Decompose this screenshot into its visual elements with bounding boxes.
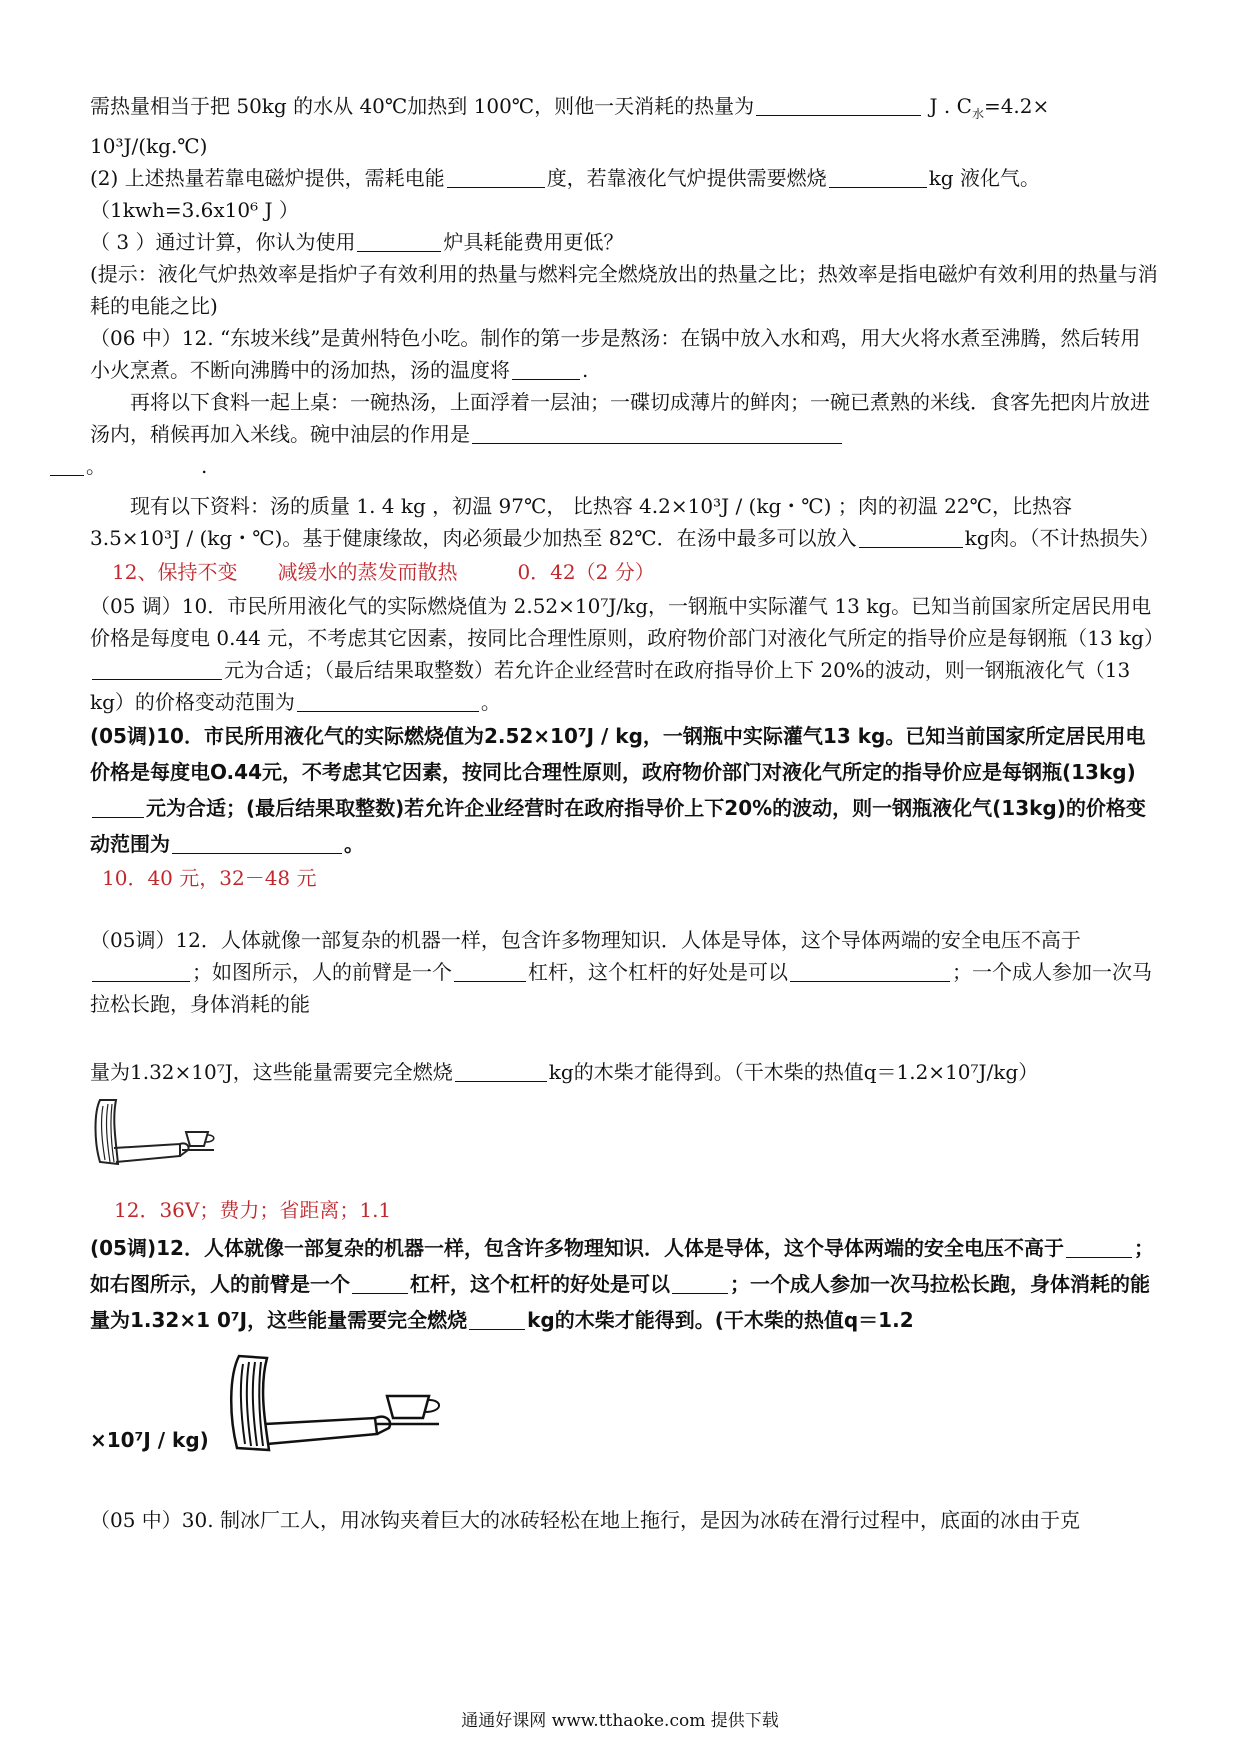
forearm-teacup-figure [90, 1092, 220, 1172]
question-paragraph [90, 924, 1160, 1020]
answer-blank[interactable] [92, 797, 144, 818]
subscript: 水 [971, 107, 984, 121]
answer-blank[interactable] [92, 961, 190, 982]
answer-blank[interactable] [357, 231, 441, 252]
answer-blank[interactable] [297, 691, 479, 712]
answer-blank[interactable] [454, 961, 526, 982]
answer-blank[interactable] [172, 833, 342, 854]
answer-blank[interactable] [672, 1273, 728, 1294]
text: kg 液化气。 [928, 166, 1040, 190]
answer-blank[interactable] [790, 961, 950, 982]
text: kg的木柴才能得到。（干木柴的热值q＝1.2×10⁷J/kg） [548, 1060, 1039, 1084]
question-paragraph: （05 中）30. 制冰厂工人，用冰钩夹着巨大的冰砖轻松在地上拖行，是因为冰砖在滑行过程中，底面的冰由于克 [90, 1508, 1080, 1532]
text: kg的木柴才能得到。(干木柴的热值q＝1.2 [527, 1308, 914, 1332]
answer-blank[interactable] [469, 1309, 525, 1330]
text: 杠杆，这个杠杆的好处是可以 [528, 960, 788, 984]
paragraph [90, 162, 1160, 194]
text: ；如图所示，人的前臂是一个 [192, 960, 452, 984]
paragraph [90, 90, 1160, 130]
text: =4.2× [983, 94, 1050, 118]
text: (05调)12．人体就像一部复杂的机器一样，包含许多物理知识．人体是导体，这个导体两端的安全电压不高于 [90, 1236, 1064, 1260]
answer-blank[interactable] [455, 1061, 547, 1082]
text: 炉具耗能费用更低？ [443, 230, 624, 254]
text: 杠杆，这个杠杆的好处是可以 [410, 1272, 670, 1296]
text: . [582, 358, 589, 382]
answer-blank[interactable] [829, 167, 927, 188]
text: （05调）12．人体就像一部复杂的机器一样，包含许多物理知识．人体是导体，这个导体两端的安全电压不高于 [90, 928, 1081, 952]
text: 。 [344, 832, 364, 856]
text: kg肉。（不计热损失） [964, 526, 1160, 550]
text: 再将以下食料一起上桌：一碗热汤，上面浮着一层油；一碟切成薄片的鲜肉；一碗已煮熟的米线．食客先把肉片放进汤内，稍候再加入米线。碗中油层的作用是 [90, 390, 1150, 446]
question-paragraph-bold [90, 1230, 1160, 1338]
answer-text: 12．36V；费力；省距离；1.1 [114, 1198, 392, 1222]
answer-blank[interactable] [472, 423, 842, 444]
paragraph: (提示：液化气炉热效率是指炉子有效利用的热量与燃料完全燃烧放出的热量之比；热效率是指电磁炉有效利用的热量与消耗的电能之比) [90, 262, 1158, 318]
paragraph: （1kwh=3.6x10⁶ J ） [90, 198, 299, 222]
text: (2) 上述热量若靠电磁炉提供，需耗电能 [90, 166, 445, 190]
text: (05调)10．市民所用液化气的实际燃烧值为2.52×10⁷J / kg，一钢瓶中实际灌气13 kg。已知当前国家所定居民用电价格是每度电O.44元，不考虑其它因素，按同比合理性原则，政府物价部门对液化气所定的指导价应是每钢瓶(13kg) [90, 724, 1146, 784]
answer-blank[interactable] [352, 1273, 408, 1294]
text: . [201, 454, 208, 478]
question-paragraph [90, 590, 1164, 718]
answer-text: 12、保持不变 减缓水的蒸发而散热 0．42（2 分） [112, 560, 655, 584]
text: ；如右图所示，人的前臂是一个 [90, 1236, 1154, 1296]
question-paragraph [90, 490, 1160, 554]
question-paragraph-bold [90, 718, 1160, 862]
text: 度，若靠液化气炉提供需要燃烧 [546, 166, 827, 190]
text: 量为1.32×10⁷J，这些能量需要完全燃烧 [90, 1060, 453, 1084]
paragraph [90, 226, 1160, 258]
answer-blank[interactable] [512, 359, 580, 380]
text: ；一个成人参加一次马拉松长跑，身体消耗的能量为1.32×1 0⁷J，这些能量需要完全燃烧 [90, 1272, 1150, 1332]
text: （ 3 ）通过计算，你认为使用 [90, 230, 356, 254]
answer-blank[interactable] [92, 659, 222, 680]
text: 现有以下资料：汤的质量 1. 4 kg ，初温 97℃， 比热容 4.2×10³J / (kg・℃) ；肉的初温 22℃，比热容 3.5×10³J / (kg・℃)。基于健康缘故，肉必须最少加热至 82℃．在汤中最多可以放入 [90, 494, 1072, 550]
answer-blank[interactable] [859, 527, 963, 548]
document-page [86, 90, 1164, 1536]
page-footer: 通通好课网 www.tthaoke.com 提供下载 [461, 1711, 779, 1731]
text: （05 调）10．市民所用液化气的实际燃烧值为 2.52×10⁷J/kg，一钢瓶中实际灌气 13 kg。已知当前国家所定居民用电价格是每度电 0.44 元，不考虑其它因素，按同比合理性原则，政府物价部门对液化气所定的指导价应是每钢瓶（13 kg） [90, 594, 1164, 650]
paragraph [90, 1056, 1160, 1088]
text: 。 [86, 454, 106, 478]
answer-text: 10．40 元，32－48 元 [102, 866, 317, 890]
text: 需热量相当于把 50kg 的水从 40℃加热到 100℃，则他一天消耗的热量为 [90, 94, 755, 118]
question-paragraph [86, 386, 1160, 482]
answer-blank[interactable] [756, 95, 921, 116]
answer-blank[interactable] [447, 167, 545, 188]
text: 元为合适；（最后结果取整数）若允许企业经营时在政府指导价上下 20%的波动，则一钢瓶液化气（13 kg）的价格变动范围为 [90, 658, 1131, 714]
paragraph-bold: ×10⁷J / kg) [90, 1428, 209, 1452]
question-paragraph [90, 322, 1160, 386]
answer-blank[interactable] [50, 455, 84, 476]
text: （06 中）12. “东坡米线”是黄州特色小吃。制作的第一步是熬汤：在锅中放入水和鸡，用大火将水煮至沸腾，然后转用小火烹煮。不断向沸腾中的汤加热，汤的温度将 [90, 326, 1141, 382]
paragraph: 10³J/(kg.℃) [90, 134, 208, 158]
text: 。 [480, 690, 501, 714]
answer-blank[interactable] [1066, 1237, 1132, 1258]
text: ；一个成人参加一次马拉松长跑，身体消耗的能 [90, 960, 1152, 1016]
text: 元为合适；(最后结果取整数)若允许企业经营时在政府指导价上下20%的波动，则一钢瓶液化气(13kg)的价格变动范围为 [90, 796, 1146, 856]
text: J . C [929, 94, 972, 118]
